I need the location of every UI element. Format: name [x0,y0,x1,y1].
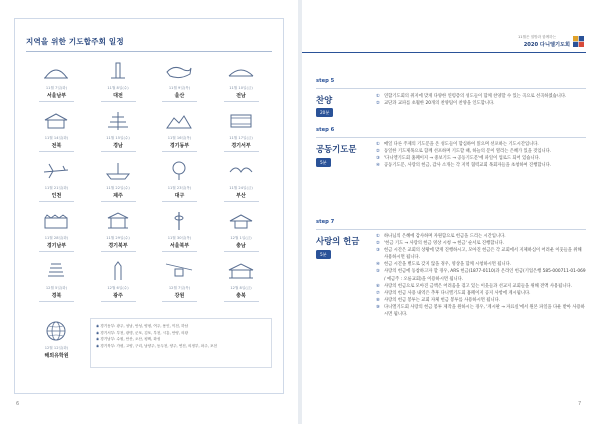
city-date: 12월 5일(화) [45,286,68,290]
pagoda-icon [103,110,133,132]
schedule-cell [26,108,87,158]
step-title: 찬양 [316,95,333,105]
city-name: 울산 [174,93,185,99]
name-underline [101,151,136,152]
monument-icon [103,260,133,282]
city-date: 12월 12일(화) [44,346,69,350]
schedule-row [26,208,272,258]
page-number-right: 7 [578,401,582,407]
schedule-cell [88,208,149,258]
cable-car-icon [164,260,194,282]
boat-icon [103,160,133,182]
left-page [0,0,298,424]
list-item: ④ 공동기도문, 사랑의 헌금, 감사 소개는 각 지역 협력교회 목회자들을 초청하여 진행합니다. [376,163,552,169]
city-name: 경기서부 [231,143,251,149]
city-name: 전남 [236,93,246,99]
legend-line: ◉ 경기동부: 광주, 성남, 안성, 양평, 여주, 용인, 이천, 하남 [96,324,189,328]
schedule-row [26,108,272,158]
schedule-row [26,258,272,308]
city-name: 대구 [174,193,185,199]
city-date: 11월 22일(수) [106,186,130,190]
list-item: ③ 헌금 시간은 교회의 상황에 맞게 진행하시고, 모아진 헌금은 각 교회에서 지체하심이 어려운 이웃들을 위해 사용하시면 됩니다. [376,248,582,261]
list-item: ⑤ 사랑의 헌금에 동참하고자 할 경우, ARS 헌금(1877-0110)과 온라인 헌금(기업은행 585-000711-01-069 / 예금주 : 오륜교회)을 이용하시면 됩니다. [376,269,586,282]
name-underline [224,251,259,252]
globe-icon [41,320,71,342]
schedule-cell [26,258,87,308]
daniel-prayer-logo-icon [573,36,584,47]
city-name: 제주 [113,193,123,199]
name-underline [162,101,197,102]
duration-badge: 5분 [316,250,331,259]
city-name: 충북 [236,293,246,299]
name-underline [101,201,136,202]
step-title: 공동기도문 [316,144,357,154]
city-date: 12월 1일(금) [230,236,252,240]
city-name: 강원 [174,293,185,299]
schedule-row [26,58,272,108]
schedule-cell [211,258,272,308]
gate-icon [103,210,133,232]
mountain-icon [164,110,194,132]
step-divider [316,88,586,89]
schedule-title: 지역을 위한 기도합주회 일정 [26,37,124,46]
name-underline [224,151,259,152]
step-divider [316,137,586,138]
city-date: 12월 8일(금) [230,286,252,290]
schedule-cell [149,258,210,308]
city-name: 경기남부 [46,243,67,249]
page-number-left: 6 [16,401,20,407]
stone-pagoda-icon [41,260,71,282]
name-underline [162,301,197,302]
city-date: 11월 15일(수) [106,136,130,140]
city-date: 11월 7일(화) [45,86,68,90]
city-date: 11월 21일(화) [44,186,69,190]
name-underline [39,101,74,102]
palace-icon [226,260,256,282]
schedule-cell [26,208,87,258]
city-date: 11월 16일(목) [167,136,192,140]
step-title: 사랑의 헌금 [316,236,360,246]
step-items [376,93,586,107]
tree-icon [164,160,194,182]
name-underline [101,301,136,302]
name-underline [224,301,259,302]
schedule-cell [149,108,210,158]
city-name: 경기동부 [169,143,190,149]
duration-badge: 5분 [316,158,331,167]
name-underline [39,251,74,252]
name-underline [162,151,197,152]
schedule-cell [149,208,210,258]
city-date: 11월 28일(화) [44,236,69,240]
name-underline [101,251,136,252]
city-name: 경기북부 [108,243,128,249]
city-date: 11월 24일(금) [229,186,253,190]
list-item: ② 동일한 기도제목으로 함께 선포하며 기도할 때, 하늘의 문이 열리는 은혜가 있을 것입니다. [376,149,552,155]
step-items [376,233,586,318]
name-underline [224,101,259,102]
city-date: 11월 29일(수) [106,236,130,240]
city-name: 광주 [113,293,123,299]
city-date: 11월 14일(화) [44,136,69,140]
temple-icon [226,210,256,232]
city-name: 충남 [236,243,246,249]
step-label: step 6 [316,127,335,133]
list-item: ④ 헌금 시간을 별도로 갖지 않을 경우, 영상을 함께 시청하시면 됩니다. [376,262,512,268]
name-underline [39,301,74,302]
schedule-cell [88,158,149,208]
legend-line: ◉ 경기북부: 가평, 고양, 구리, 남양주, 동두천, 양주, 연천, 의정부, 파주, 포천 [96,343,217,348]
city-name: 대전 [113,93,123,99]
seagull-icon [226,160,256,182]
schedule-cell [26,58,87,108]
city-name: 서울북부 [169,243,190,249]
step-label: step 7 [316,219,335,225]
city-date: 11월 30일(목) [167,236,192,240]
list-item: ② '헌금 기도 → 사랑의 헌금 영상 시청 → 헌금' 순서로 진행합니다. [376,241,505,247]
schedule-cell [211,108,272,158]
header-subtitle: 11월은 열방과 함께하는 [518,35,557,39]
list-item: ① 매일 다른 주제의 기도문을 온 성도들이 합심하여 읽으며 선포하는 기도시간입니다. [376,142,539,147]
city-date: 11월 23일(목) [167,186,192,190]
city-date: 11월 17일(금) [229,136,253,140]
name-underline [224,201,259,202]
schedule-cell [149,158,210,208]
seoul-tower-icon [164,210,194,232]
city-name: 해외유학원 [44,353,69,359]
schedule-cell [88,258,149,308]
name-underline [162,201,197,202]
city-date: 12월 6일(수) [107,286,129,290]
whale-icon [164,60,194,82]
city-name: 전북 [51,143,62,149]
list-item: ⑨ 다니엘기도회 사랑의 헌금 봉투 제작을 원하시는 경우, '게시판 → 자료실'에서 원본 파일을 다운 받아 사용하시면 됩니다. [376,304,585,318]
right-page [302,0,600,424]
schedule-cell [211,58,272,108]
list-item: ③ '다니엘기도회 홈페이지 → 중보기도 → 공동기도문'에 파일이 업로드 되어 있습니다. [376,156,541,162]
city-date: 11월 8일(수) [107,86,129,90]
fortress-icon [41,210,71,232]
step-divider [316,229,586,230]
list-item: ① 연합기도회의 취지에 맞게 다양한 연령층의 성도들이 함께 찬양할 수 있는 곡으로 선곡하였습니다. [376,94,567,99]
city-name: 경남 [113,143,123,149]
airplane-icon [41,160,71,182]
schedule-cell [211,208,272,258]
title-divider [26,51,272,52]
legend-line: ◉ 경기남부: 수원, 안산, 오산, 평택, 화성 [96,337,161,342]
schedule-cell [149,58,210,108]
region-legend [90,318,272,368]
list-item: ① 하나님의 은혜에 감사하며 자원함으로 헌금을 드리는 시간입니다. [376,234,506,239]
name-underline [162,251,197,252]
tower-icon [103,60,133,82]
city-date: 11월 10일(금) [229,86,253,90]
step-items [376,141,586,169]
hanok-icon [41,110,71,132]
dome-building-icon [41,60,71,82]
name-underline [39,151,74,152]
list-item: ② 교단과 교파를 초월한 20개의 찬양팀이 찬양을 인도합니다. [376,101,495,107]
film-icon [226,110,256,132]
header-title: 2020 다니엘기도회 [523,42,570,48]
city-date: 12월 7일(목) [168,286,191,290]
schedule-row [26,158,272,208]
city-date: 11월 9일(목) [168,86,191,90]
name-underline [39,201,74,202]
header-divider [302,52,586,53]
schedule-cell [211,158,272,208]
city-name: 경북 [51,293,62,299]
legend-line: ◉ 경기서부: 부천, 광명, 군포, 김포, 부천, 시흥, 안양, 의왕 [96,330,189,335]
city-name: 인천 [51,193,62,199]
name-underline [101,101,136,102]
list-item: ⑥ 사랑의 헌금으로 모아진 금액은 어려움을 겪고 있는 이웃들과 선교지 교회들을 위해 전액 사용됩니다. [376,283,572,289]
list-item: ⑦ 사랑의 헌금 사용 내역은 추후 다니엘기도회 홈페이지 공지 사항에 게시됩니다. [376,290,531,296]
schedule-cell [26,158,87,208]
city-name: 부산 [236,193,246,199]
schedule-cell [88,108,149,158]
duration-badge: 20분 [316,108,333,117]
step-label: step 5 [316,78,335,84]
city-name: 서울남부 [46,93,67,99]
schedule-cell [88,58,149,108]
bridge-icon [226,60,256,82]
list-item: ⑧ 사랑의 헌금 봉투는 교회 자체 헌금 봉투를 사용하시면 됩니다. [376,297,501,303]
schedule-cell-overseas [26,318,87,368]
